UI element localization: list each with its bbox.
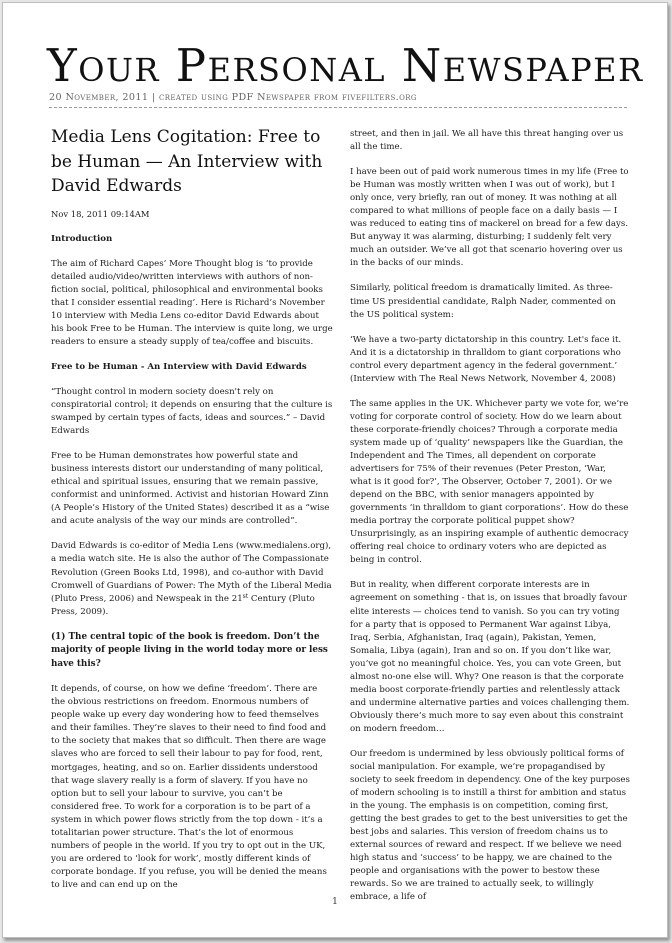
left-column — [51, 125, 333, 904]
right-paragraph-6: But in reality, when different corporate interests are in agreement on something - that is, on issues that broadly favour elite interests — choices tend to vanish. So you can try voting for a party that is opposed to Permanent War against Libya, Iraq, Serbia, Afghanistan, Iraq (again), Pakistan, Yemen, Somalia, Libya (again), Iran and so on. If you don’t like war, you’ve got no meaningful choice. Yes, you can vote Green, but almost no-one else will. Why? One reason is that the corporate media boost corporate-friendly parties and relentlessly attack and undermine alternative parties and voices challenging them. Obviously there’s much more to say even about this constraint on modern freedom… — [350, 580, 630, 734]
newspaper-page — [2, 2, 668, 938]
right-paragraph-7: Our freedom is undermined by less obviously political forms of social manipulation. For example, we’re propagandised by society to seek freedom in dependency. One of the key purposes of modern schooling is to instill a thirst for ambition and status in the young. The emphasis is on competition, coming first, getting the best grades to get to the best universities to get the best jobs and salaries. This version of freedom chains us to external sources of reward and respect. If we believe we need high status and ‘success’ to be happy, we are chained to the people and organisations with the power to bestow these rewards. So we are trained to actually seek, to willingly embrace, a life of — [350, 748, 630, 903]
right-paragraph-3: Similarly, political freedom is dramatically limited. As three-time US presidential candidate, Ralph Nader, commented on the US political system: — [350, 283, 616, 320]
intro-paragraph: The aim of Richard Capes’ More Thought blog is ‘to provide detailed audio/video/written interviews with authors of non-fiction social, political, philosophical and environmental books that I consider essential reading’. Here is Richard’s November 10 interview with Media Lens co-editor David Edwards about his book Free to be Human. The interview is quite long, we urge readers to ensure a steady supply of tea/coffee and biscuits. — [51, 258, 333, 347]
bio-paragraph — [51, 540, 333, 618]
right-paragraph-4: ‘We have a two-party dictatorship in this country. Let's face it. And it is a dictatorship in thralldom to giant corporations who control every department agency in the federal government.’ (Interview with The Real News Network, November 4, 2008) — [350, 334, 622, 384]
question-1: (1) The central topic of the book is freedom. Don’t the majority of people living in the world today more or less have this? — [51, 631, 328, 669]
article-timestamp: Nov 18, 2011 09:14AM — [51, 208, 150, 219]
book-paragraph: Free to be Human demonstrates how powerful state and business interests distort our understanding of many political, ethical and spiritual issues, ensuring that we remain passive, conformist and uninformed. Activist and historian Howard Zinn (A People’s History of the United States) described it as a “wise and acute analysis of the way our minds are controlled”. — [51, 451, 330, 527]
answer-1: It depends, of course, on how we define ‘freedom’. There are the obvious restrictions on freedom. Enormous numbers of people wake up every day wondering how to feed themselves and their families. They’re slaves to their need to find food and to the society that makes that so difficult. Then there are wage slaves who are forced to sell their labour to pay for food, rent, mortgages, heating, and so on. Earlier dissidents understood that wage slavery really is a form of slavery. If you have no option but to sell your labour to survive, you can’t be considered free. To work for a corporation is to be part of a system in which power flows strictly from the top down - it’s a totalitarian power structure. That’s the lot of enormous numbers of people in the world. If you try to opt out in the UK, you are ordered to ‘look for work’, mostly different kinds of corporate bondage. If you refuse, you will be denied the means to live and can end up on the — [51, 684, 327, 890]
right-column — [350, 128, 630, 917]
intro-heading: Introduction — [51, 233, 113, 244]
interview-heading: Free to be Human - An Interview with David Edwards — [51, 361, 307, 372]
right-paragraph-5: The same applies in the UK. Whichever party we vote for, we’re voting for corporate control of society. How do we learn about these corporate-friendly choices? Through a corporate media system made up of ‘quality’ newspapers like the Guardian, the Independent and The Times, all dependent on corporate advertisers for 75% of their revenues (Peter Preston, ‘War, what is it good for?’, The Observer, October 7, 2001). Or we depend on the BBC, with senior managers appointed by governments ‘in thralldom to giant corporations’. How do these media portray the corporate political puppet show? Unsurprisingly, as an inspiring example of authentic democracy offering real choice to ordinary voters who are depicted as being in control. — [350, 398, 629, 566]
bio-text-a: David Edwards is co-editor of Media Lens (www.medialens.org), a media watch site. He is also the author of The Compassionate Revolution (Green Books Ltd, 1998), and co-author with David Cromwell of Guardians of Power: The Myth of the Liberal Media (Pluto Press, 2006) and Newspeak in the 21 — [51, 541, 332, 604]
masthead: Your Personal Newspaper — [47, 39, 644, 92]
bio-text-b: Century (Pluto Press, 2009). — [51, 593, 315, 617]
article-title: Media Lens Cogitation: Free to be Human — An Interview with David Edwards — [51, 127, 323, 196]
bio-superscript: st — [242, 592, 249, 600]
page-number: 1 — [332, 897, 338, 907]
quote-paragraph: “Thought control in modern society doesn't rely on conspiratorial control; it depends on ensuring that the culture is swamped by certain types of facts, ideas and sources.” – David Edwards — [51, 386, 333, 437]
right-paragraph-1: street, and then in jail. We all have this threat hanging over us all the time. — [350, 129, 624, 153]
right-paragraph-2: I have been out of paid work numerous times in my life (Free to be Human was mostly written when I was out of work), but I only once, very briefly, ran out of money. It was nothing at all compared to what millions of people face on a daily basis — I was reduced to eating tins of mackerel on bread for a few days. But anyway it was alarming, disturbing; I suddenly felt very much an outsider. We’ve all got that scenario hovering over us in the backs of our minds. — [350, 167, 629, 269]
masthead-divider — [49, 107, 627, 108]
dateline: 20 November, 2011 | created using PDF Newspaper from fivefilters.org — [49, 92, 417, 103]
